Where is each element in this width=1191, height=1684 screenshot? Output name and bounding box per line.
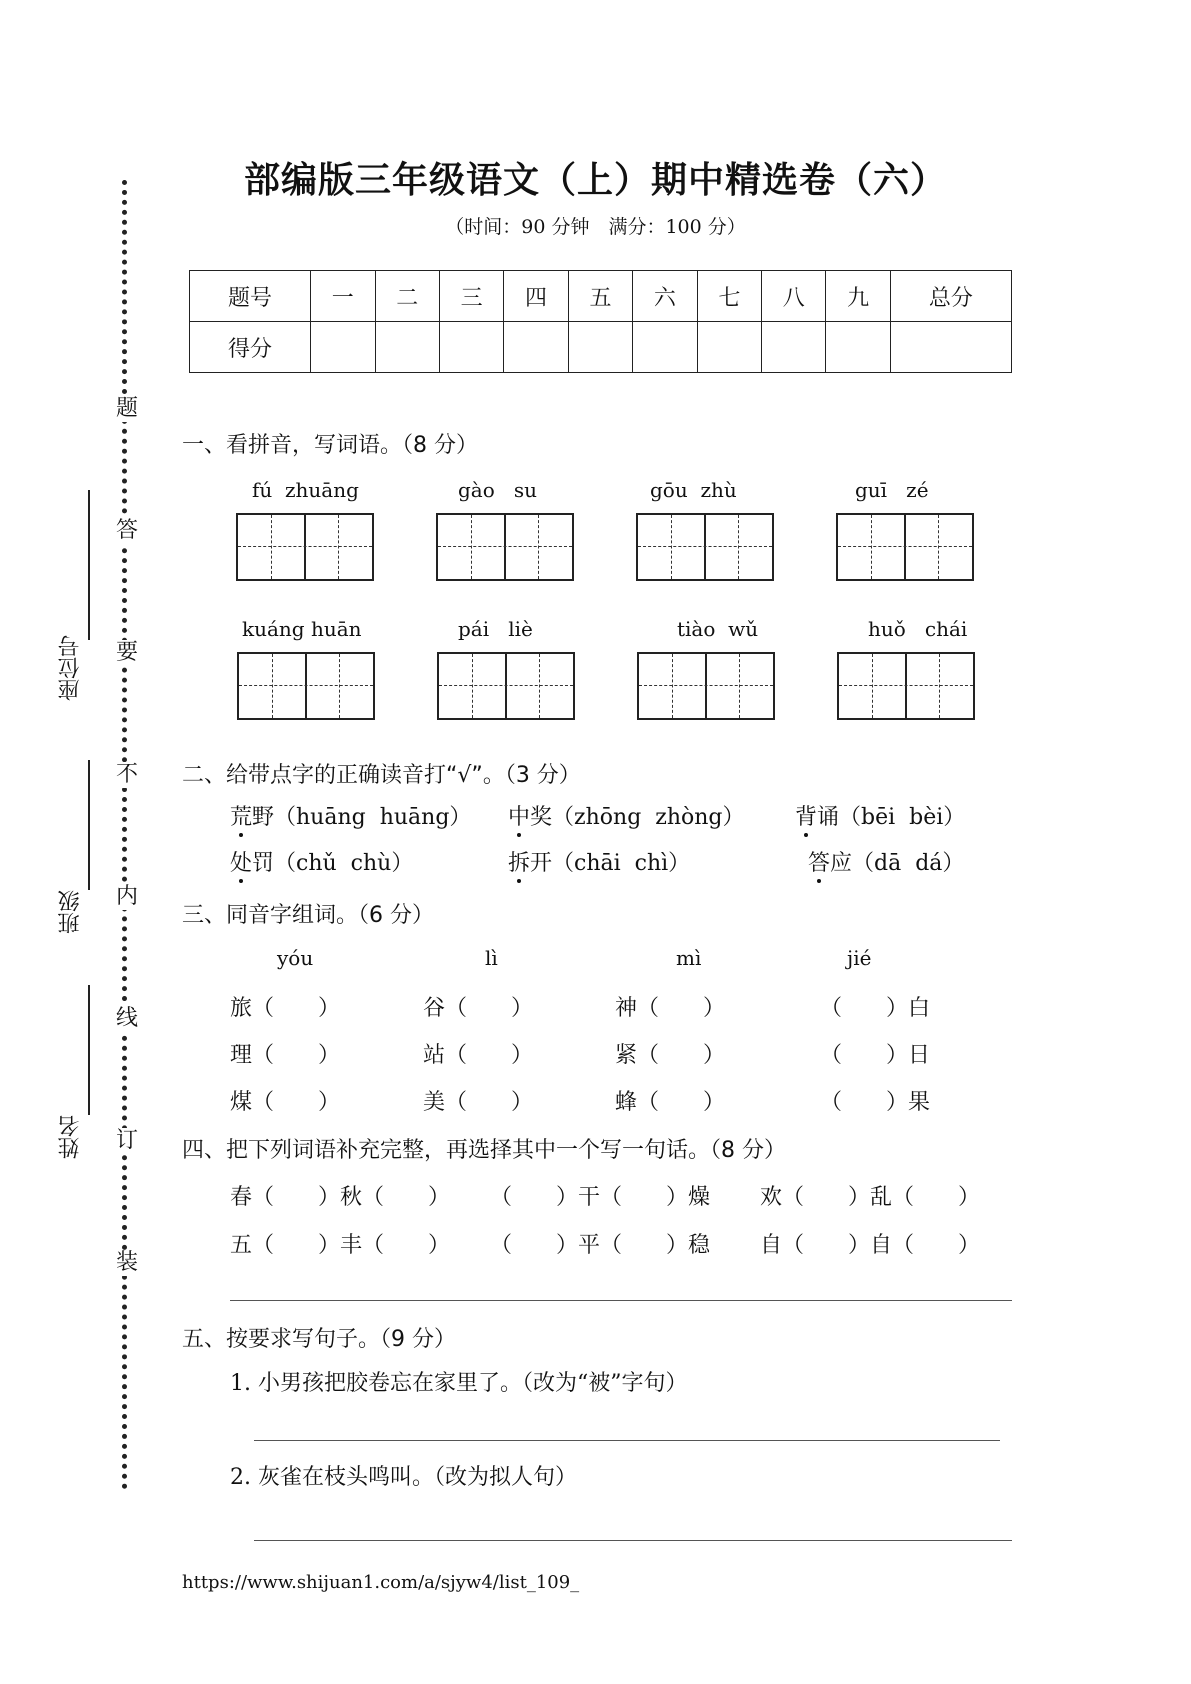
dotted-char: 处 — [230, 846, 252, 877]
reading-choice-item[interactable] — [808, 846, 964, 877]
pinyin-label: lì — [485, 946, 498, 970]
pinyin-label: pái liè — [458, 617, 533, 641]
dotted-char: 答 — [808, 846, 830, 877]
writing-grid[interactable] — [437, 652, 575, 720]
binding-dotted-line — [122, 180, 127, 1490]
word-blank[interactable]: （ ）白 — [820, 996, 931, 1021]
pinyin-label: yóu — [277, 946, 314, 970]
writing-grid[interactable] — [436, 513, 574, 581]
table-cell: 六 — [633, 271, 697, 322]
section-3-heading: 三、同音字组词。（6 分） — [182, 903, 434, 928]
margin-char: 答 — [115, 518, 138, 543]
pinyin-label: fú zhuāng — [252, 478, 359, 502]
word-blank[interactable]: 蜂（ ） — [615, 1090, 726, 1115]
margin-char: 不 — [115, 762, 138, 787]
choice-text: 奖（zhōng zhòng） — [530, 805, 745, 830]
score-cell[interactable] — [890, 322, 1011, 373]
word-blank[interactable]: 站（ ） — [423, 1043, 534, 1068]
dotted-char: 拆 — [508, 846, 530, 877]
footer-url: https://www.shijuan1.com/a/sjyw4/list_109_ — [182, 1572, 580, 1593]
section-2-heading: 二、给带点字的正确读音打“√”。（3 分） — [182, 763, 581, 788]
idiom-blank[interactable]: 欢（ ）乱（ ） — [760, 1185, 981, 1210]
pinyin-label: jié — [847, 946, 872, 970]
page-title: 部编版三年级语文（上）期中精选卷（六） — [243, 160, 947, 201]
writing-grid[interactable] — [836, 513, 974, 581]
section-4-heading: 四、把下列词语补充完整，再选择其中一个写一句话。（8 分） — [182, 1138, 786, 1163]
table-cell: 三 — [439, 271, 503, 322]
table-cell: 题号 — [190, 271, 311, 322]
score-cell[interactable] — [762, 322, 826, 373]
score-table — [189, 270, 1012, 373]
sentence-question: 1. 小男孩把胶卷忘在家里了。（改为“被”字句） — [230, 1371, 688, 1396]
word-blank[interactable]: 煤（ ） — [230, 1090, 341, 1115]
answer-line[interactable] — [254, 1440, 1000, 1441]
word-blank[interactable]: 谷（ ） — [423, 996, 534, 1021]
answer-line[interactable] — [230, 1300, 1012, 1301]
choice-text: 诵（bēi bèi） — [817, 805, 966, 830]
table-cell: 九 — [826, 271, 890, 322]
margin-char: 装 — [115, 1250, 138, 1275]
pinyin-label: kuáng huān — [242, 617, 362, 641]
name-field[interactable] — [58, 985, 92, 1185]
score-cell[interactable] — [504, 322, 568, 373]
dotted-char: 背 — [795, 800, 817, 831]
section-5-heading: 五、按要求写句子。（9 分） — [182, 1327, 456, 1352]
name-label: 姓名 — [58, 1115, 83, 1159]
word-blank[interactable]: （ ）果 — [820, 1090, 931, 1115]
reading-choice-item[interactable] — [230, 800, 471, 831]
exam-subtitle: （时间：90 分钟 满分：100 分） — [445, 216, 746, 238]
choice-text: 开（chāi chì） — [530, 851, 691, 876]
idiom-blank[interactable]: （ ）平（ ）稳 — [490, 1233, 711, 1258]
idiom-blank[interactable]: 春（ ）秋（ ） — [230, 1185, 451, 1210]
seat-number-label: 座位号 — [58, 635, 83, 701]
pinyin-label: tiào wǔ — [677, 617, 759, 641]
reading-choice-item[interactable] — [508, 800, 745, 831]
score-cell[interactable] — [375, 322, 439, 373]
choice-text: 应（dā dá） — [830, 851, 965, 876]
pinyin-label: gào su — [458, 478, 537, 502]
reading-choice-item[interactable] — [230, 846, 413, 877]
writing-grid[interactable] — [636, 513, 774, 581]
margin-char: 订 — [115, 1128, 138, 1153]
answer-line[interactable] — [254, 1540, 1012, 1541]
word-blank[interactable]: 美（ ） — [423, 1090, 534, 1115]
table-row — [190, 271, 1012, 322]
choice-text: 罚（chǔ chù） — [252, 851, 414, 876]
seat-number-field[interactable] — [58, 490, 92, 710]
score-cell[interactable] — [439, 322, 503, 373]
idiom-blank[interactable]: 五（ ）丰（ ） — [230, 1233, 451, 1258]
score-cell[interactable] — [311, 322, 375, 373]
sentence-question: 2. 灰雀在枝头鸣叫。（改为拟人句） — [230, 1465, 577, 1490]
table-cell: 八 — [762, 271, 826, 322]
table-cell: 得分 — [190, 322, 311, 373]
pinyin-label: huǒ chái — [868, 617, 968, 641]
pinyin-label: gōu zhù — [650, 478, 737, 502]
writing-grid[interactable] — [637, 652, 775, 720]
idiom-blank[interactable]: （ ）干（ ）燥 — [490, 1185, 711, 1210]
word-blank[interactable]: 理（ ） — [230, 1043, 341, 1068]
word-blank[interactable]: 紧（ ） — [615, 1043, 726, 1068]
table-cell: 一 — [311, 271, 375, 322]
table-cell: 四 — [504, 271, 568, 322]
score-cell[interactable] — [697, 322, 761, 373]
dotted-char: 中 — [508, 800, 530, 831]
choice-text: 野（huāng huāng） — [252, 805, 472, 830]
margin-char: 要 — [115, 640, 138, 665]
table-row — [190, 322, 1012, 373]
score-cell[interactable] — [568, 322, 632, 373]
margin-char: 题 — [115, 396, 138, 421]
margin-char: 内 — [115, 884, 138, 909]
margin-char: 线 — [115, 1006, 138, 1031]
section-1-heading: 一、看拼音，写词语。（8 分） — [182, 433, 478, 458]
reading-choice-item[interactable] — [508, 846, 690, 877]
word-blank[interactable]: 旅（ ） — [230, 996, 341, 1021]
pinyin-label: mì — [676, 946, 702, 970]
score-cell[interactable] — [826, 322, 890, 373]
score-cell[interactable] — [633, 322, 697, 373]
class-label: 班级 — [58, 890, 83, 934]
dotted-char: 荒 — [230, 800, 252, 831]
pinyin-label: guī zé — [855, 478, 929, 502]
table-cell: 五 — [568, 271, 632, 322]
word-blank[interactable]: （ ）日 — [820, 1043, 931, 1068]
table-cell: 二 — [375, 271, 439, 322]
table-cell: 七 — [697, 271, 761, 322]
class-field[interactable] — [58, 760, 92, 940]
idiom-blank[interactable]: 自（ ）自（ ） — [760, 1233, 981, 1258]
writing-grid[interactable] — [236, 513, 374, 581]
word-blank[interactable]: 神（ ） — [615, 996, 726, 1021]
reading-choice-item[interactable] — [795, 800, 965, 831]
writing-grid[interactable] — [237, 652, 375, 720]
writing-grid[interactable] — [837, 652, 975, 720]
table-cell: 总分 — [890, 271, 1011, 322]
